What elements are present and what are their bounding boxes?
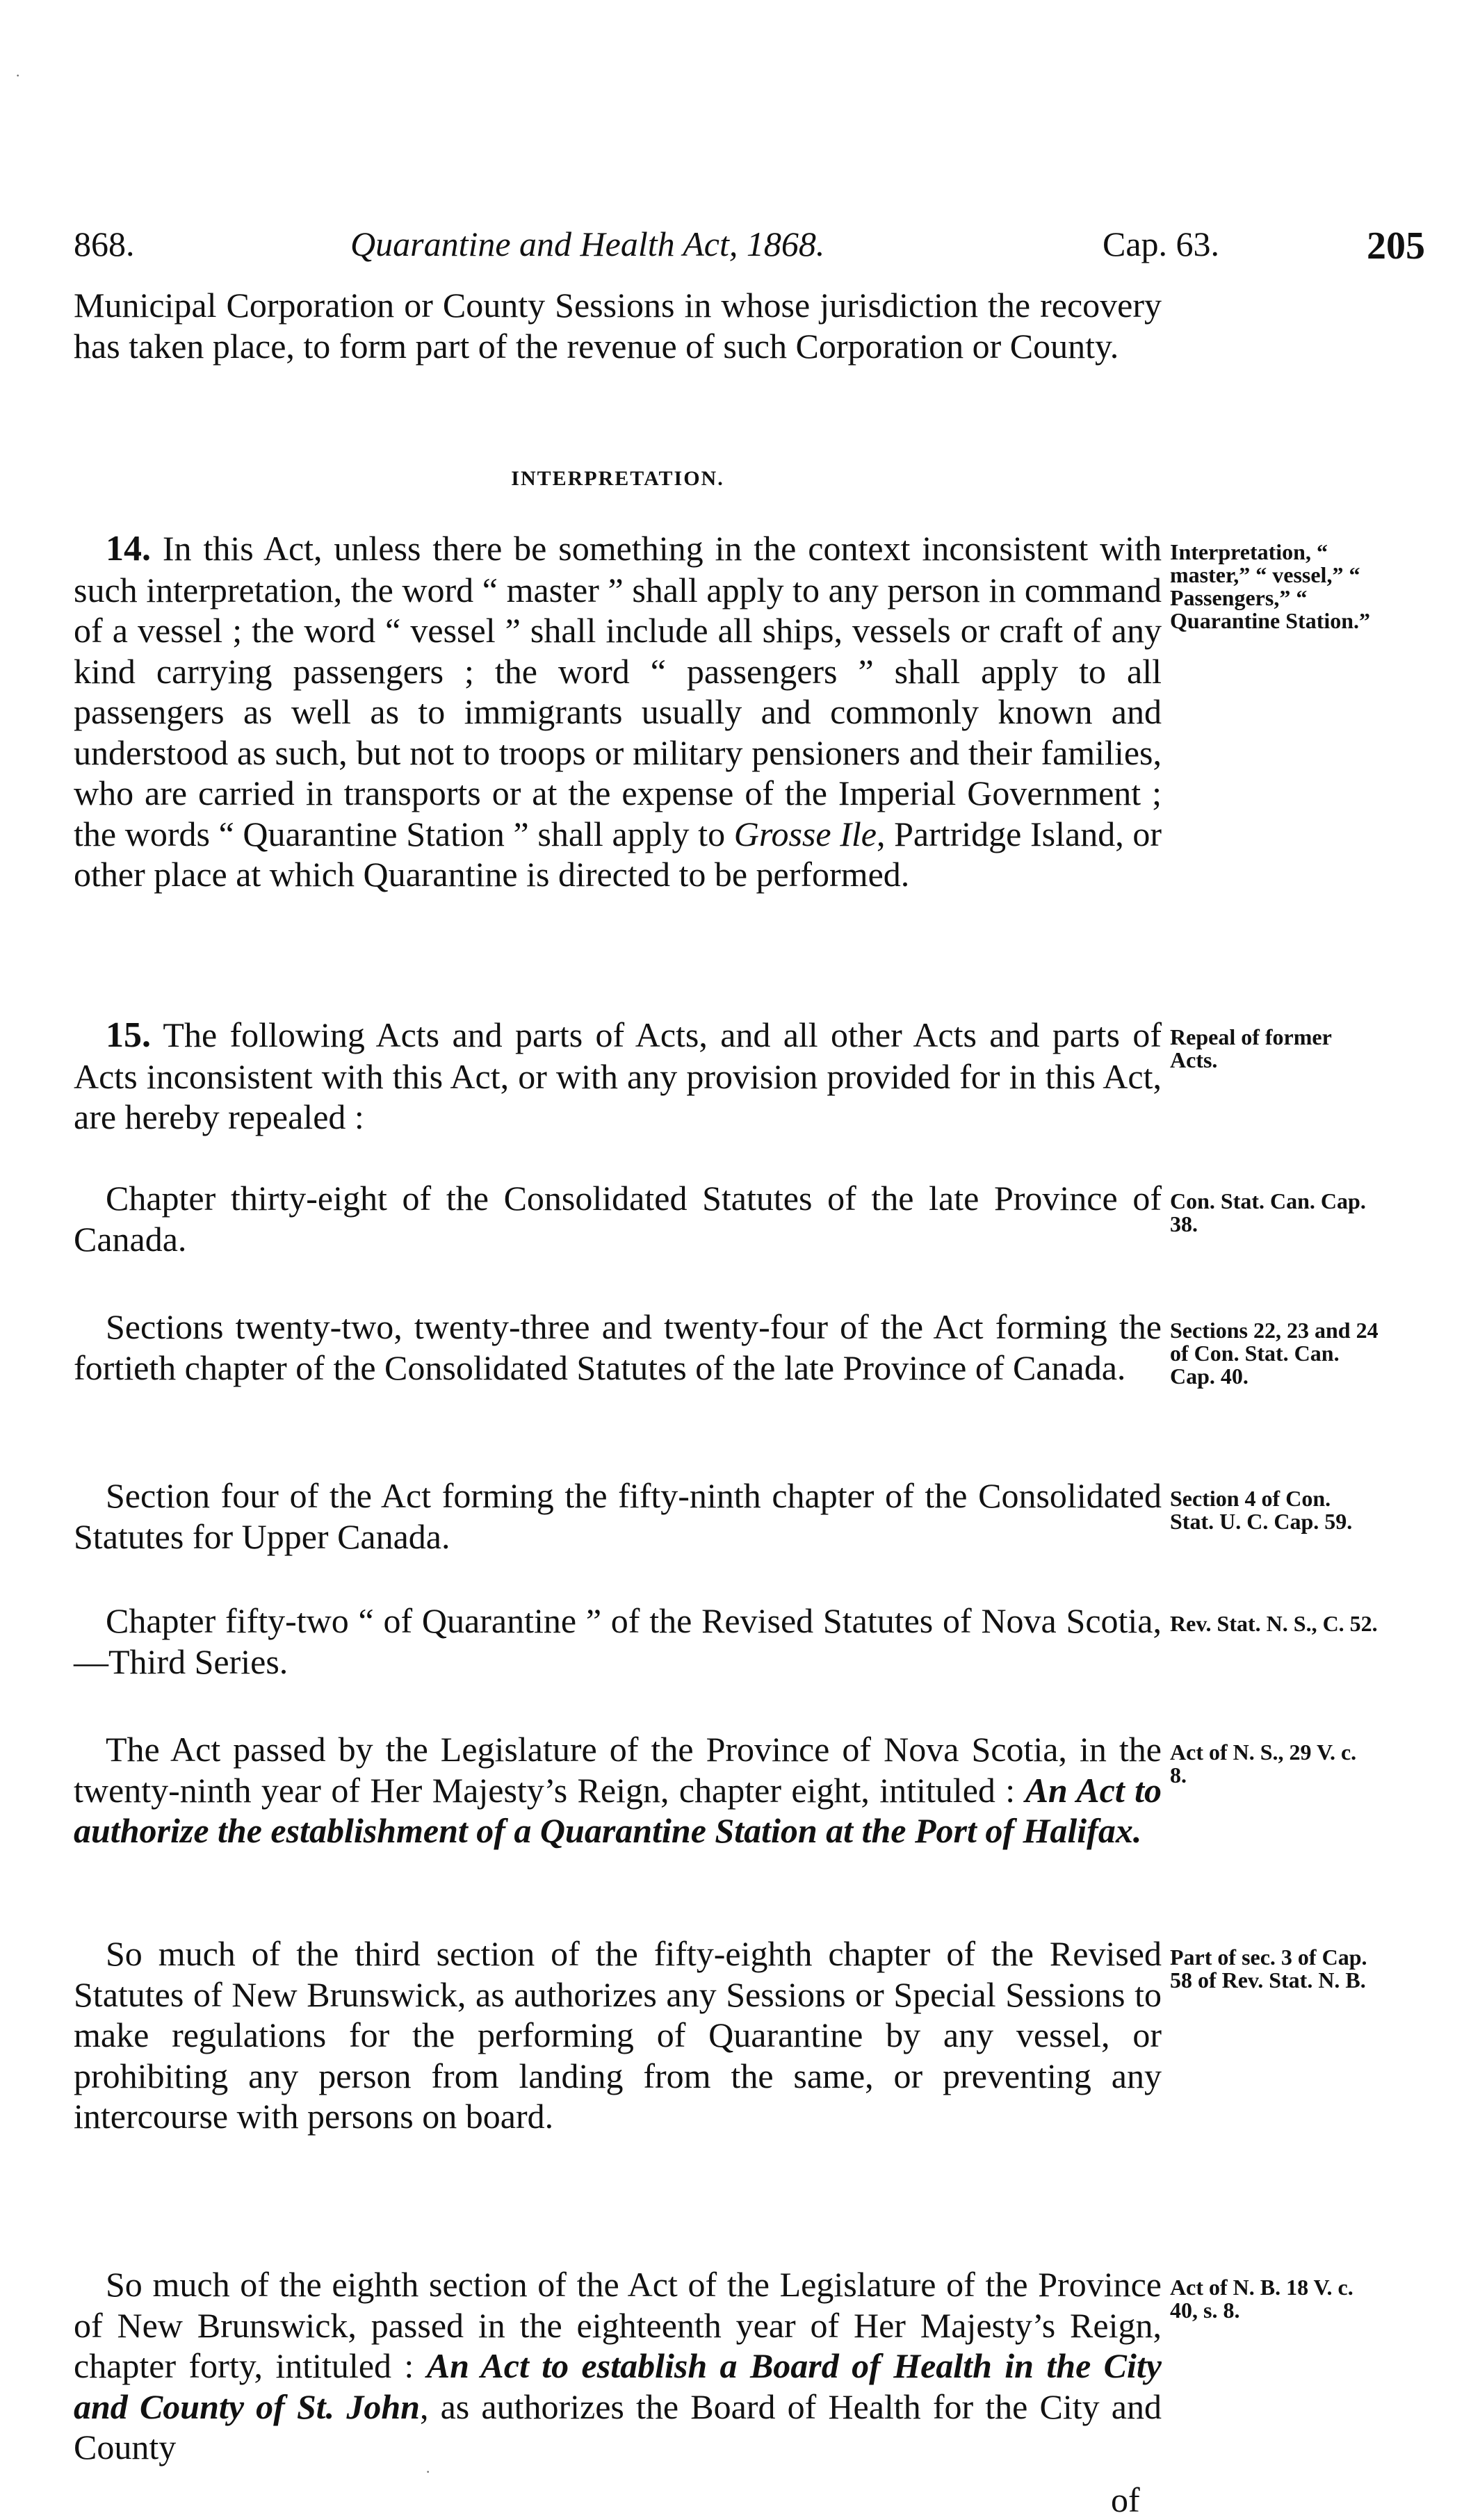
header-chapter: Cap. 63. — [1103, 224, 1220, 263]
section-14-text — [74, 528, 1162, 895]
margin-note-con-stat-59: Section 4 of Con. Stat. U. C. Cap. 59. — [1170, 1486, 1353, 1534]
repeal-text: Chapter thirty-eight of the Consolidated Statutes of the late Province of Canada. — [74, 1179, 1162, 1259]
section-15-number: 15. — [106, 1015, 151, 1055]
header-year: 868. — [74, 224, 135, 263]
section-15-text — [74, 1015, 1162, 1138]
new-brunswick-act-body-a: So much of the eighth section of the Act of the Legislature of the Province of New Brunswick, passed in the eighteenth year of Her Majesty’s Reign, chapter forty, intituled : — [74, 2265, 1162, 2385]
grosse-ile: Grosse Ile — [733, 814, 877, 853]
speck: · — [15, 67, 21, 84]
nova-scotia-act-body: The Act passed by the Legislature of the Province of Nova Scotia, in the twenty-ninth year of Her Majesty’s Reign, chapter eight, intituled : — [74, 1730, 1162, 1810]
new-brunswick-act-title: An Act to establish a Board of Health in the City and County of St. John — [74, 2346, 1162, 2426]
section-14-body-a: In this Act, unless there be something in the context inconsistent with such interpretation, the word “ master ” shall apply to any person in command of a vessel ; the word “ vessel ” shall include all ships, vessels or craft of any kind carrying passengers ; the word “ passengers ” shall apply to all passengers as well as to immigrants usually and commonly known and understood as such, but not to troops or military pensioners and their families, who are carried in transports or at the expense of the Imperial Government ; the words “ Quarantine Station ” shall apply to — [74, 529, 1162, 853]
nova-scotia-act — [74, 1729, 1162, 1851]
margin-note-con-stat-38: Con. Stat. Can. Cap. 38. — [1170, 1188, 1366, 1236]
page-number: 205 — [1367, 224, 1425, 268]
repeal-item — [74, 1601, 1162, 1682]
repeal-text: Section four of the Act forming the fifty-ninth chapter of the Consolidated Statutes for Upper Canada. — [74, 1476, 1162, 1556]
repeal-item — [74, 1307, 1162, 1388]
section-14-number: 14. — [106, 529, 151, 568]
new-brunswick-rev-stat — [74, 1933, 1162, 2137]
new-brunswick-act — [74, 2264, 1162, 2468]
section-14-body-b: , Partridge Island, or other place at which Quarantine is directed to be performed. — [74, 814, 1162, 894]
repeal-text: Sections twenty-two, twenty-three and twenty-four of the Act forming the fortieth chapter of the Consolidated Statutes of the late Province of Canada. — [74, 1307, 1162, 1387]
intro-paragraph — [74, 285, 1162, 366]
speck: · — [425, 2463, 431, 2480]
margin-note-repeal: Repeal of former Acts. — [1170, 1024, 1332, 1072]
intro-text: Municipal Corporation or County Sessions in whose jurisdiction the recovery has taken place, to form part of the revenue of such Corporation or County. — [74, 286, 1162, 366]
catchword: of — [1111, 2480, 1140, 2519]
section-15 — [74, 1015, 1162, 1138]
margin-note-part-sec-3: Part of sec. 3 of Cap. 58 of Rev. Stat. N. B. — [1170, 1945, 1367, 1993]
section-heading: INTERPRETATION. — [511, 467, 724, 490]
header-title: Quarantine and Health Act, 1868. — [350, 224, 825, 263]
repeal-item — [74, 1475, 1162, 1557]
section-15-body: The following Acts and parts of Acts, and all other Acts and parts of Acts inconsistent with this Act, or with any provision provided for in this Act, are hereby repealed : — [74, 1015, 1162, 1136]
margin-note-interpretation: Interpretation, “ master,” “ vessel,” “ Passengers,” “ Quarantine Station.” — [1170, 539, 1371, 633]
margin-note-rev-stat-ns: Rev. Stat. N. S., C. 52. — [1170, 1611, 1378, 1636]
new-brunswick-act-text — [74, 2264, 1162, 2468]
new-brunswick-rev-stat-text: So much of the third section of the fifty-eighth chapter of the Revised Statutes of New Brunswick, as authorizes any Sessions or Special Sessions to make regulations for the performing of Quarantine by any vessel, or prohibiting any person from landing from the same, or preventing any intercourse with persons on board. — [74, 1934, 1162, 2136]
new-brunswick-act-body-b: , as authorizes the Board of Health for the City and County — [74, 2387, 1162, 2466]
section-14 — [74, 528, 1162, 895]
margin-note-act-nb: Act of N. B. 18 V. c. 40, s. 8. — [1170, 2275, 1353, 2323]
margin-note-act-ns: Act of N. S., 29 V. c. 8. — [1170, 1740, 1357, 1787]
nova-scotia-act-text — [74, 1729, 1162, 1851]
repeal-text: Chapter fifty-two “ of Quarantine ” of the Revised Statutes of Nova Scotia,—Third Series. — [74, 1601, 1162, 1681]
repeal-item — [74, 1178, 1162, 1259]
nova-scotia-act-title: An Act to authorize the establishment of a Quarantine Station at the Port of Halifax. — [74, 1770, 1162, 1850]
margin-note-con-stat-40: Sections 22, 23 and 24 of Con. Stat. Can. Cap. 40. — [1170, 1318, 1379, 1389]
running-header — [74, 224, 1425, 272]
